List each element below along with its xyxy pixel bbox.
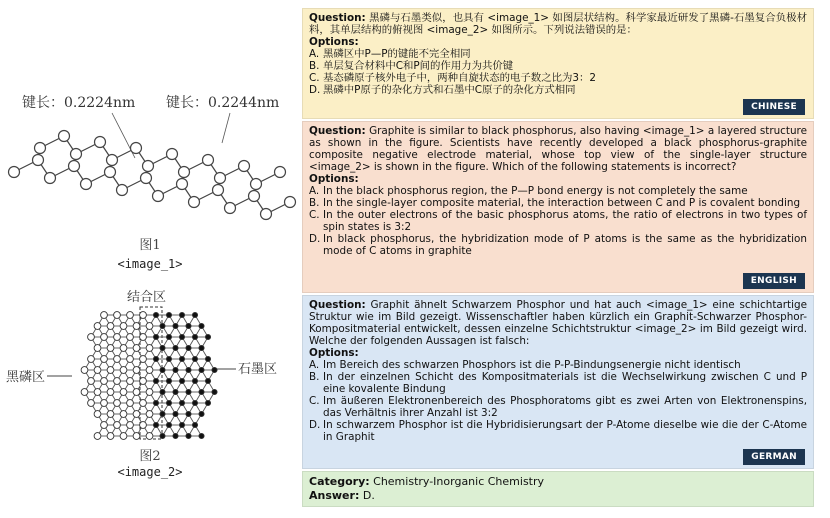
option-a: A. In the black phosphorus region, the P—P bond energy is not completely the same <box>309 185 748 197</box>
language-tag: ENGLISH <box>743 273 805 289</box>
option-b: B. In the single-layer composite material, the interaction between C and P is covalent bonding <box>309 197 801 209</box>
figure1-caption: 图1 <box>139 238 161 253</box>
language-tag: CHINESE <box>743 99 805 115</box>
option-d: D. In schwarzem Phosphor ist die Hybridisierungsart der P-Atome dieselbe wie die der C-Atome in Graphit <box>309 419 807 443</box>
question-text: Graphit ähnelt Schwarzem Phosphor und hat auch <image_1> eine schichtartige Struktur wie im Bild gezeigt. Wissenschaftler haben kürzlich ein Graphit-Schwarzer Phosphor-Kompositmaterial entwickelt, dessen einzelne Schichtstruktur <image_2> im Bild gezeigt wird. Welche der folgenden Aussagen ist falsch: <box>309 299 808 347</box>
chinese-question-panel <box>302 8 814 119</box>
bonding-region-label: 结合区 <box>127 290 167 305</box>
options-label: Options: <box>309 347 359 359</box>
hexagonal-lattice <box>81 312 217 440</box>
image1-label: <image_1> <box>117 257 183 271</box>
category-label: Category: <box>309 475 370 488</box>
answer-value: D. <box>362 489 375 502</box>
option-c: C. 基态磷原子核外电子中，两种自旋状态的电子数之比为3：2 <box>309 72 596 84</box>
german-question-panel <box>302 295 814 469</box>
black-phosphorus-region-label: 黑磷区 <box>6 370 46 385</box>
figure2-caption: 图2 <box>139 449 161 464</box>
option-d: D. 黑磷中P原子的杂化方式和石墨中C原子的杂化方式相同 <box>309 84 576 96</box>
option-c: C. Im äußeren Elektronenbereich des Phosphoratoms gibt es zwei Arten von Elektronenspins, das Verhältnis ihrer Anzahl ist 3:2 <box>309 395 807 419</box>
graphite-region-label: 石墨区 <box>238 362 278 377</box>
bond-length-left-label: 键长：0.2224nm <box>22 95 136 111</box>
options-label: Options: <box>309 36 359 48</box>
question-text: Graphite is similar to black phosphorus, also having <image_1> a layered structure as shown in the figure. Scientists have recently developed a black phosphorus-graphite composite negative electrode material, whose top view of the single-layer structure <image_2> is shown in the figure. Which of the following statements is incorrect? <box>309 125 807 173</box>
category-value: Chemistry-Inorganic Chemistry <box>373 475 545 488</box>
layered-structure-figure <box>0 0 300 225</box>
options-label: Options: <box>309 173 359 185</box>
english-question-panel <box>302 121 814 293</box>
question-label: Question: <box>309 125 366 137</box>
answer-panel <box>302 471 814 507</box>
bond-length-right-label: 键长：0.2244nm <box>166 95 280 111</box>
option-a: A. 黑磷区中P—P的键能不完全相同 <box>309 48 471 60</box>
option-d: D. In black phosphorus, the hybridization mode of P atoms is the same as the hybridization mode of C atoms in graphite <box>309 233 807 257</box>
composite-top-view-figure <box>0 285 300 445</box>
image2-label: <image_2> <box>117 465 183 479</box>
question-text: 黑磷与石墨类似，也具有 <image_1> 如图层状结构。科学家最近研发了黑磷-石墨复合负极材料，其单层结构的俯视图 <image_2> 如图所示。下列说法错误的是： <box>309 12 807 36</box>
answer-label: Answer: <box>309 489 360 502</box>
option-c: C. In the outer electrons of the basic phosphorus atoms, the ratio of electrons in two types of spin states is 3:2 <box>309 209 807 233</box>
option-b: B. 单层复合材料中C和P间的作用力为共价键 <box>309 60 514 72</box>
question-label: Question: <box>309 12 366 24</box>
language-tag: GERMAN <box>743 449 805 465</box>
puckered-layer-lattice <box>9 131 296 220</box>
question-label: Question: <box>309 299 366 311</box>
option-a: A. Im Bereich des schwarzen Phosphors ist die P-P-Bindungsenergie nicht identisch <box>309 359 741 371</box>
option-b: B. In der einzelnen Schicht des Kompositmaterials ist die Wechselwirkung zwischen C und P eine kovalente Bindung <box>309 371 807 395</box>
figures-column <box>0 0 300 518</box>
